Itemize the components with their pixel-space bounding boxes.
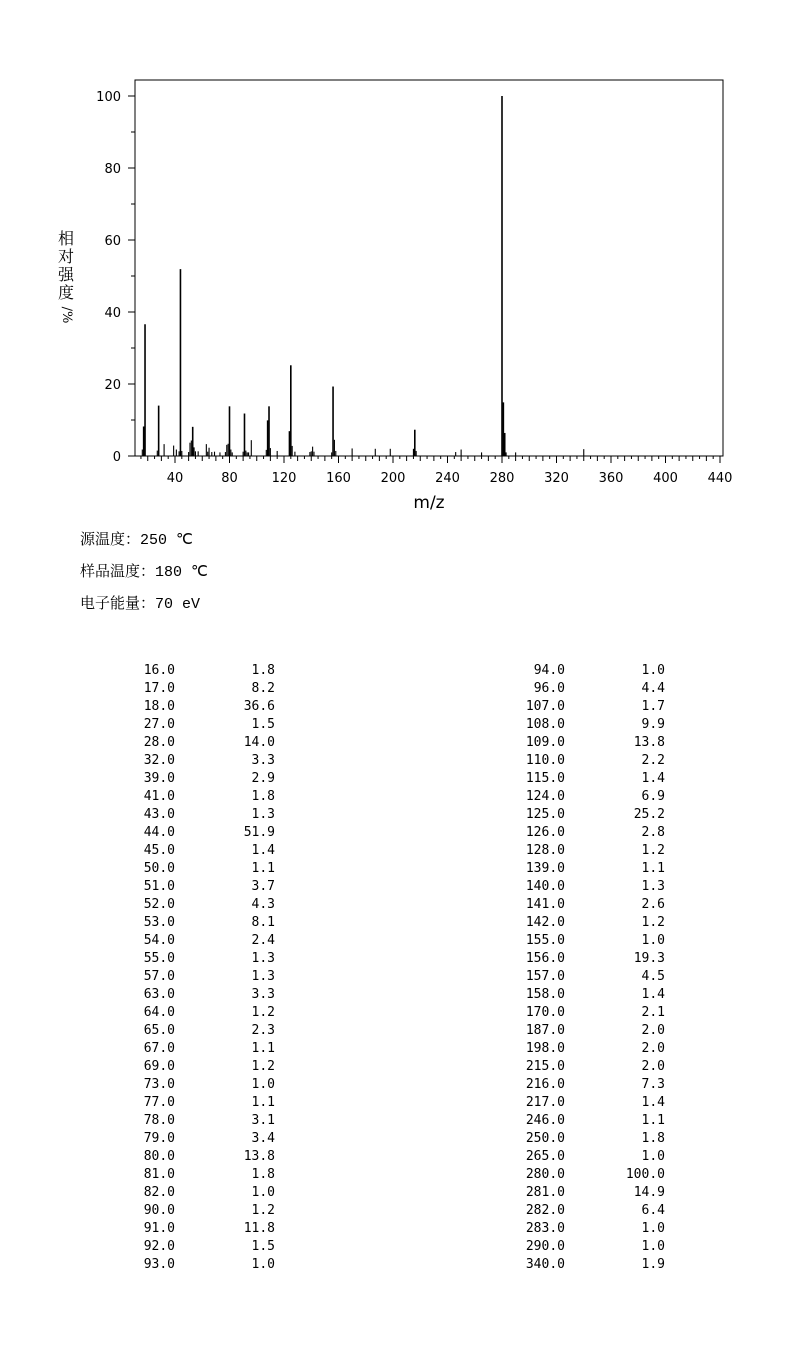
peak-table-row [135,986,275,1004]
mz-value: 41.0 [143,789,175,804]
intensity-value: 1.0 [251,1185,275,1200]
mz-value: 90.0 [143,1203,175,1218]
x-axis-label: m/z [413,493,445,513]
mz-value: 125.0 [525,807,565,822]
y-tick-labels [96,90,121,465]
peak-table-row [517,1238,665,1256]
axis-ticks [128,96,720,463]
x-tick-labels [167,471,733,486]
x-tick-label: 400 [653,471,678,486]
mz-value: 78.0 [143,1113,175,1128]
y-tick-label: 60 [104,234,121,249]
mz-value: 39.0 [143,771,175,786]
peak-table-row [135,1238,275,1256]
intensity-value: 4.3 [251,897,275,912]
x-tick-label: 240 [435,471,460,486]
intensity-value: 1.1 [251,1041,275,1056]
y-tick-label: 80 [104,162,121,177]
intensity-value: 1.4 [641,1095,665,1110]
intensity-value: 36.6 [243,699,275,714]
peak-table-row [135,1076,275,1094]
peak-table-row [135,1004,275,1022]
y-axis-label-char: 强 [57,265,74,284]
peak-table-row [135,914,275,932]
peak-table-row [135,734,275,752]
mz-value: 96.0 [533,681,565,696]
condition-label: 样品温度： [80,562,156,580]
mz-value: 64.0 [143,1005,175,1020]
mz-value: 283.0 [525,1221,565,1236]
intensity-value: 1.4 [641,987,665,1002]
peak-table-row [517,950,665,968]
peak-table-row [517,842,665,860]
x-tick-label: 200 [380,471,406,486]
mz-value: 67.0 [143,1041,175,1056]
intensity-value: 2.2 [641,753,665,768]
mz-value: 250.0 [525,1131,565,1146]
peak-table-row [517,1112,665,1130]
mz-value: 265.0 [525,1149,565,1164]
intensity-value: 14.0 [243,735,275,750]
mz-value: 69.0 [143,1059,175,1074]
peak-table-row [135,806,275,824]
condition-source-temp [80,528,193,549]
x-tick-label: 160 [326,471,351,486]
intensity-value: 1.2 [641,843,665,858]
condition-value: 250 ℃ [140,532,193,549]
peak-table-row [135,1184,275,1202]
peak-table-row [135,842,275,860]
mz-value: 158.0 [525,987,565,1002]
intensity-value: 8.1 [251,915,275,930]
peak-table-row [135,1112,275,1130]
x-tick-label: 440 [707,471,733,486]
peak-table-row [135,770,275,788]
y-tick-label: 40 [104,306,121,321]
mz-value: 187.0 [525,1023,565,1038]
mz-value: 18.0 [143,699,175,714]
mz-value: 92.0 [143,1239,175,1254]
intensity-value: 19.3 [633,951,665,966]
x-tick-label: 80 [221,471,238,486]
intensity-value: 6.4 [641,1203,665,1218]
mz-value: 110.0 [525,753,565,768]
mz-value: 73.0 [143,1077,175,1092]
intensity-value: 1.5 [251,1239,275,1254]
peak-table-row [135,1022,275,1040]
intensity-value: 3.4 [251,1131,275,1146]
condition-label: 电子能量： [80,594,156,612]
intensity-value: 2.3 [251,1023,275,1038]
intensity-value: 1.4 [251,843,275,858]
mz-value: 198.0 [525,1041,565,1056]
peak-table-row [135,932,275,950]
intensity-value: 1.3 [251,969,275,984]
peak-table-row [517,1148,665,1166]
mz-value: 50.0 [143,861,175,876]
intensity-value: 1.8 [641,1131,665,1146]
intensity-value: 1.2 [641,915,665,930]
intensity-value: 1.1 [641,1113,665,1128]
intensity-value: 1.9 [641,1257,665,1272]
intensity-value: 4.4 [641,681,665,696]
mz-value: 157.0 [525,969,565,984]
mz-value: 16.0 [143,663,175,678]
mz-value: 340.0 [525,1257,565,1272]
condition-value: 70 eV [155,596,201,613]
y-tick-label: 0 [112,450,121,465]
peak-table-row [135,788,275,806]
intensity-value: 1.0 [641,933,665,948]
x-tick-label: 40 [166,471,184,486]
mz-value: 156.0 [525,951,565,966]
peak-table-row [517,824,665,842]
intensity-value: 1.8 [251,789,275,804]
mz-value: 65.0 [143,1023,175,1038]
y-axis-label-char: 对 [57,247,74,266]
peak-bars [142,96,583,456]
mz-value: 27.0 [143,717,175,732]
peak-table-row [135,752,275,770]
peak-table-row [517,734,665,752]
peak-table-row [135,716,275,734]
mz-value: 108.0 [525,717,565,732]
x-tick-label: 320 [544,471,569,486]
x-tick-label: 360 [598,471,624,486]
intensity-value: 2.4 [251,933,275,948]
mz-value: 51.0 [143,879,175,894]
peak-table-row [135,878,275,896]
mz-value: 57.0 [143,969,175,984]
mz-value: 28.0 [143,735,175,750]
mz-value: 77.0 [143,1095,175,1110]
peak-table-row [517,1076,665,1094]
intensity-value: 2.9 [251,771,275,786]
peak-table-row [517,770,665,788]
peak-table-row [517,896,665,914]
peak-table-row [517,1202,665,1220]
peak-table-row [517,914,665,932]
peak-table-row [135,698,275,716]
peak-table-row [517,716,665,734]
y-axis-label-char: 度 [57,283,74,302]
intensity-value: 13.8 [633,735,665,750]
intensity-value: 1.2 [251,1005,275,1020]
intensity-value: 1.0 [251,1077,275,1092]
y-axis-label-char: /% [59,306,74,324]
intensity-value: 9.9 [641,717,665,732]
intensity-value: 3.1 [251,1113,275,1128]
mz-value: 282.0 [525,1203,565,1218]
mz-value: 54.0 [143,933,175,948]
mz-value: 93.0 [143,1257,175,1272]
intensity-value: 1.0 [251,1257,275,1272]
intensity-value: 1.0 [641,663,665,678]
intensity-value: 2.0 [641,1023,665,1038]
peak-table-row [517,878,665,896]
mz-value: 139.0 [525,861,565,876]
mz-value: 82.0 [143,1185,175,1200]
peak-table-row [517,1184,665,1202]
intensity-value: 51.9 [243,825,275,840]
peak-table-row [135,1040,275,1058]
mz-value: 17.0 [143,681,175,696]
mz-value: 107.0 [525,699,565,714]
peak-table-row [517,1022,665,1040]
intensity-value: 8.2 [251,681,275,696]
peak-table-row [517,680,665,698]
mz-value: 217.0 [525,1095,565,1110]
mz-value: 81.0 [143,1167,175,1182]
mz-value: 63.0 [143,987,175,1002]
mz-value: 52.0 [143,897,175,912]
peak-table-row [517,1256,665,1274]
peak-table-row [517,752,665,770]
intensity-value: 1.0 [641,1221,665,1236]
intensity-value: 2.6 [641,897,665,912]
peak-table-row [135,1256,275,1274]
intensity-value: 13.8 [243,1149,275,1164]
mz-value: 281.0 [525,1185,565,1200]
mz-value: 216.0 [525,1077,565,1092]
y-axis-label [54,230,78,324]
mz-value: 170.0 [525,1005,565,1020]
mz-value: 32.0 [143,753,175,768]
intensity-value: 2.0 [641,1059,665,1074]
peak-table-row [135,662,275,680]
mz-value: 53.0 [143,915,175,930]
peak-table-row [135,896,275,914]
condition-label: 源温度： [80,530,141,548]
peak-table-right [517,662,665,1274]
peak-table-row [517,1220,665,1238]
peak-table-row [517,662,665,680]
peak-table-row [135,968,275,986]
mz-value: 140.0 [525,879,565,894]
intensity-value: 25.2 [633,807,665,822]
intensity-value: 3.3 [251,987,275,1002]
intensity-value: 2.8 [641,825,665,840]
intensity-value: 2.1 [641,1005,665,1020]
peak-table-row [135,1058,275,1076]
peak-table-row [135,950,275,968]
mz-value: 79.0 [143,1131,175,1146]
peak-table-row [517,698,665,716]
mz-value: 43.0 [143,807,175,822]
intensity-value: 3.7 [251,879,275,894]
mz-value: 155.0 [525,933,565,948]
intensity-value: 11.8 [243,1221,275,1236]
intensity-value: 1.2 [251,1203,275,1218]
condition-sample-temp [80,560,208,581]
mz-value: 280.0 [525,1167,565,1182]
y-axis-label-char: 相 [57,229,74,248]
peak-table-row [135,1094,275,1112]
peak-table-row [135,1148,275,1166]
intensity-value: 3.3 [251,753,275,768]
peak-table-row [135,1130,275,1148]
y-tick-label: 20 [104,378,121,393]
condition-electron-energy [80,592,200,613]
mz-value: 91.0 [143,1221,175,1236]
peak-table-row [517,986,665,1004]
intensity-value: 1.4 [641,771,665,786]
mz-value: 45.0 [143,843,175,858]
intensity-value: 1.1 [641,861,665,876]
peak-table-row [517,860,665,878]
intensity-value: 1.1 [251,861,275,876]
intensity-value: 4.5 [641,969,665,984]
mz-value: 80.0 [143,1149,175,1164]
intensity-value: 1.0 [641,1239,665,1254]
x-tick-label: 280 [489,471,515,486]
peak-table-row [517,932,665,950]
peak-table-row [517,1130,665,1148]
peak-table-row [517,1094,665,1112]
peak-table-row [135,1166,275,1184]
peak-table-row [135,1202,275,1220]
intensity-value: 100.0 [625,1167,665,1182]
condition-value: 180 ℃ [155,564,208,581]
peak-table-row [135,824,275,842]
peak-table-left [135,662,275,1274]
peak-table-row [135,1220,275,1238]
x-tick-label: 120 [271,471,297,486]
peak-table-row [517,806,665,824]
intensity-value: 1.3 [251,807,275,822]
peak-table-row [517,1166,665,1184]
intensity-value: 1.7 [641,699,665,714]
peak-table-row [135,860,275,878]
mass-spectrum-chart [0,0,794,520]
peak-table-row [517,1058,665,1076]
intensity-value: 1.0 [641,1149,665,1164]
peak-table-row [517,968,665,986]
peak-table-row [517,1040,665,1058]
mz-value: 115.0 [525,771,565,786]
plot-frame [135,80,723,456]
mz-value: 215.0 [525,1059,565,1074]
y-tick-label: 100 [96,90,121,105]
intensity-value: 6.9 [641,789,665,804]
mz-value: 141.0 [525,897,565,912]
intensity-value: 1.3 [251,951,275,966]
intensity-value: 1.5 [251,717,275,732]
intensity-value: 1.2 [251,1059,275,1074]
intensity-value: 1.1 [251,1095,275,1110]
mz-value: 128.0 [525,843,565,858]
intensity-value: 1.3 [641,879,665,894]
peak-table-row [135,680,275,698]
mz-value: 94.0 [533,663,565,678]
mz-value: 142.0 [525,915,565,930]
mz-value: 109.0 [525,735,565,750]
mz-value: 124.0 [525,789,565,804]
intensity-value: 14.9 [633,1185,665,1200]
mz-value: 290.0 [525,1239,565,1254]
peak-table-row [517,1004,665,1022]
intensity-value: 2.0 [641,1041,665,1056]
mz-value: 44.0 [143,825,175,840]
intensity-value: 7.3 [641,1077,665,1092]
intensity-value: 1.8 [251,663,275,678]
peak-table-row [517,788,665,806]
mz-value: 246.0 [525,1113,565,1128]
mz-value: 126.0 [525,825,565,840]
intensity-value: 1.8 [251,1167,275,1182]
mz-value: 55.0 [143,951,175,966]
